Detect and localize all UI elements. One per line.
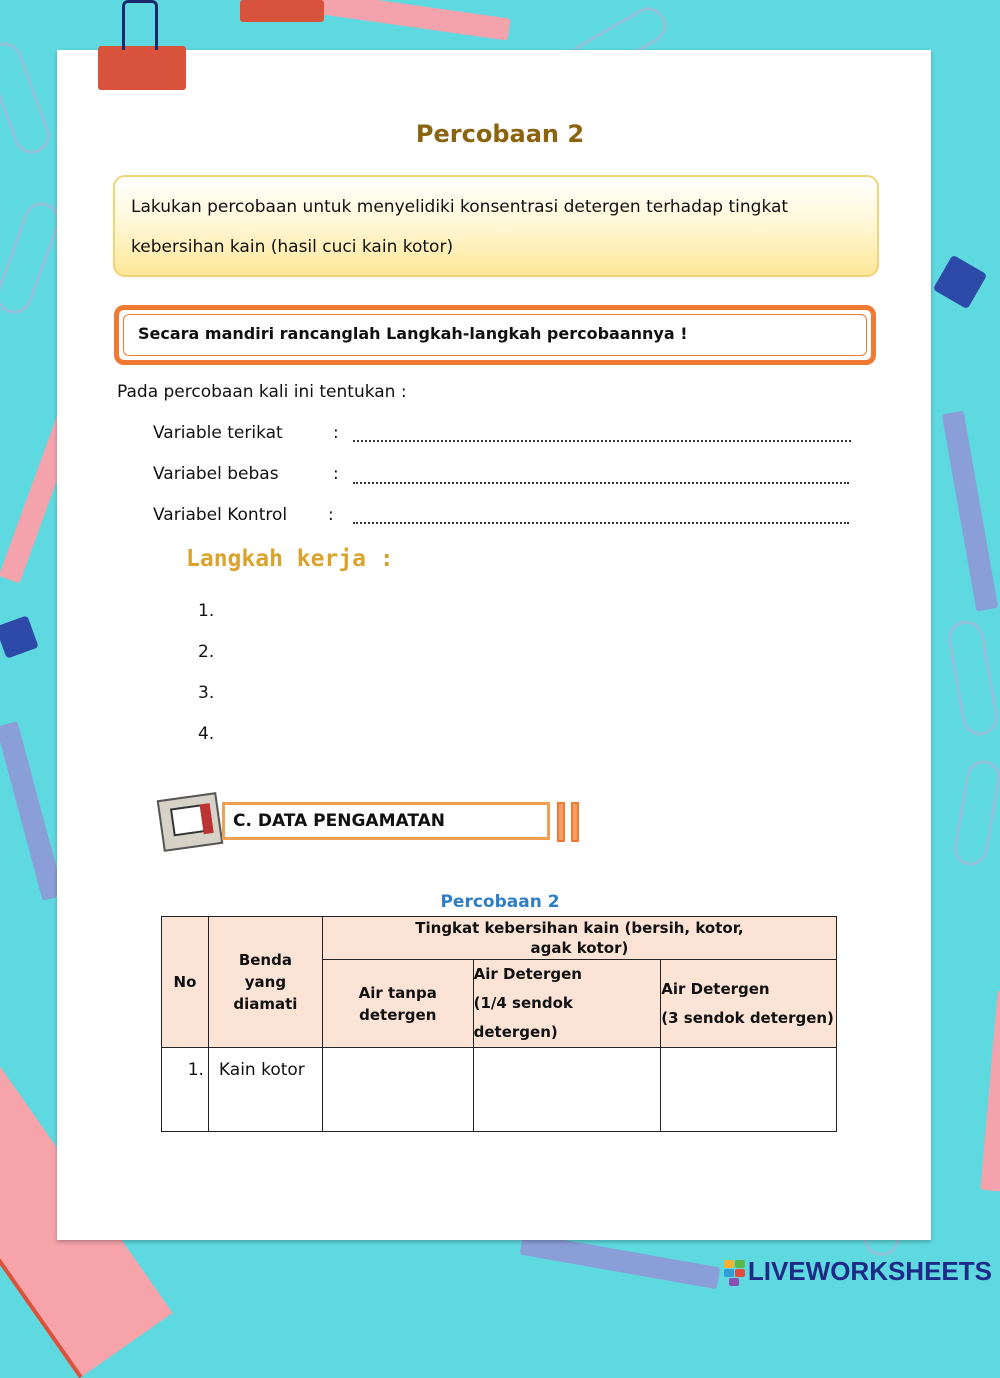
variable-kontrol-colon: : (328, 505, 334, 525)
pencil-decoration (0, 721, 64, 901)
binder-clip-icon (98, 46, 186, 90)
subheader-line: Air Detergen (661, 979, 770, 998)
table-row (162, 1048, 837, 1132)
observation-table (161, 916, 837, 1132)
variable-bebas-colon: : (333, 464, 339, 484)
paperclip-decoration (0, 197, 65, 318)
pencil-decoration (299, 0, 510, 41)
binder-clip-handle (122, 0, 158, 50)
variable-kontrol-label: Variabel Kontrol (153, 505, 288, 525)
instruction-box (114, 305, 876, 365)
paperclip-decoration (951, 758, 1000, 868)
step-number: 4. (198, 724, 215, 744)
binder-clip-decoration (0, 615, 39, 659)
intro-line-2: kebersihan kain (hasil cuci kain kotor) (131, 237, 454, 257)
variable-bebas-label: Variabel bebas (153, 464, 279, 484)
section-bar-tab (571, 802, 579, 842)
header-air-detergen-three (661, 960, 837, 1048)
header-group-line-2: agak kotor) (530, 939, 629, 957)
header-group-line-1: Tingkat kebersihan kain (bersih, kotor, (415, 919, 744, 937)
subheader-line: detergen (359, 1005, 437, 1024)
header-no: No (162, 917, 209, 1048)
subheader-line: Air Detergen (473, 965, 582, 983)
page-title: Percobaan 2 (415, 120, 585, 148)
intro-box (113, 175, 879, 277)
cell-answer-three-sendok[interactable] (661, 1048, 837, 1132)
calculator-icon (157, 792, 224, 852)
header-air-tanpa-detergen (322, 960, 473, 1048)
instruction-text: Secara mandiri rancanglah Langkah-langkah percobaannya ! (123, 314, 867, 356)
liveworksheets-logo-icon (724, 1260, 746, 1286)
cell-benda: Kain kotor (208, 1048, 322, 1132)
pencil-decoration (520, 1233, 721, 1289)
binder-clip-decoration (933, 255, 988, 310)
section-title: C. DATA PENGAMATAN (222, 802, 550, 840)
watermark (724, 1256, 992, 1287)
header-tingkat-kebersihan (322, 917, 836, 960)
pencil-decoration (240, 0, 324, 22)
table-caption: Percobaan 2 (440, 892, 560, 912)
intro-line-1: Lakukan percobaan untuk menyelidiki konsentrasi detergen terhadap tingkat (131, 197, 789, 217)
section-bar-tab (557, 802, 565, 842)
header-benda: Benda yang diamati (208, 917, 322, 1048)
cell-answer-air-tanpa[interactable] (322, 1048, 473, 1132)
paperclip-decoration (945, 618, 1000, 738)
subheader-line: (1/4 sendok detergen) (473, 994, 573, 1041)
step-number: 2. (198, 642, 215, 662)
pencil-decoration (942, 411, 998, 612)
variable-terikat-answer-line[interactable] (353, 440, 851, 442)
variable-kontrol-answer-line[interactable] (353, 522, 849, 524)
prompt-text: Pada percobaan kali ini tentukan : (117, 382, 407, 402)
cell-answer-quarter-sendok[interactable] (473, 1048, 661, 1132)
subheader-line: (3 sendok detergen) (661, 1008, 834, 1027)
step-number: 1. (198, 601, 215, 621)
variable-terikat-colon: : (333, 423, 339, 443)
cell-no: 1. (162, 1048, 209, 1132)
subheader-line: Air tanpa (358, 983, 437, 1002)
variable-terikat-label: Variable terikat (153, 423, 283, 443)
pencil-decoration (980, 990, 1000, 1191)
step-number: 3. (198, 683, 215, 703)
steps-heading: Langkah kerja : (186, 546, 394, 572)
header-air-detergen-quarter (473, 960, 661, 1048)
watermark-text: LIVEWORKSHEETS (747, 1256, 992, 1286)
variable-bebas-answer-line[interactable] (353, 482, 849, 484)
